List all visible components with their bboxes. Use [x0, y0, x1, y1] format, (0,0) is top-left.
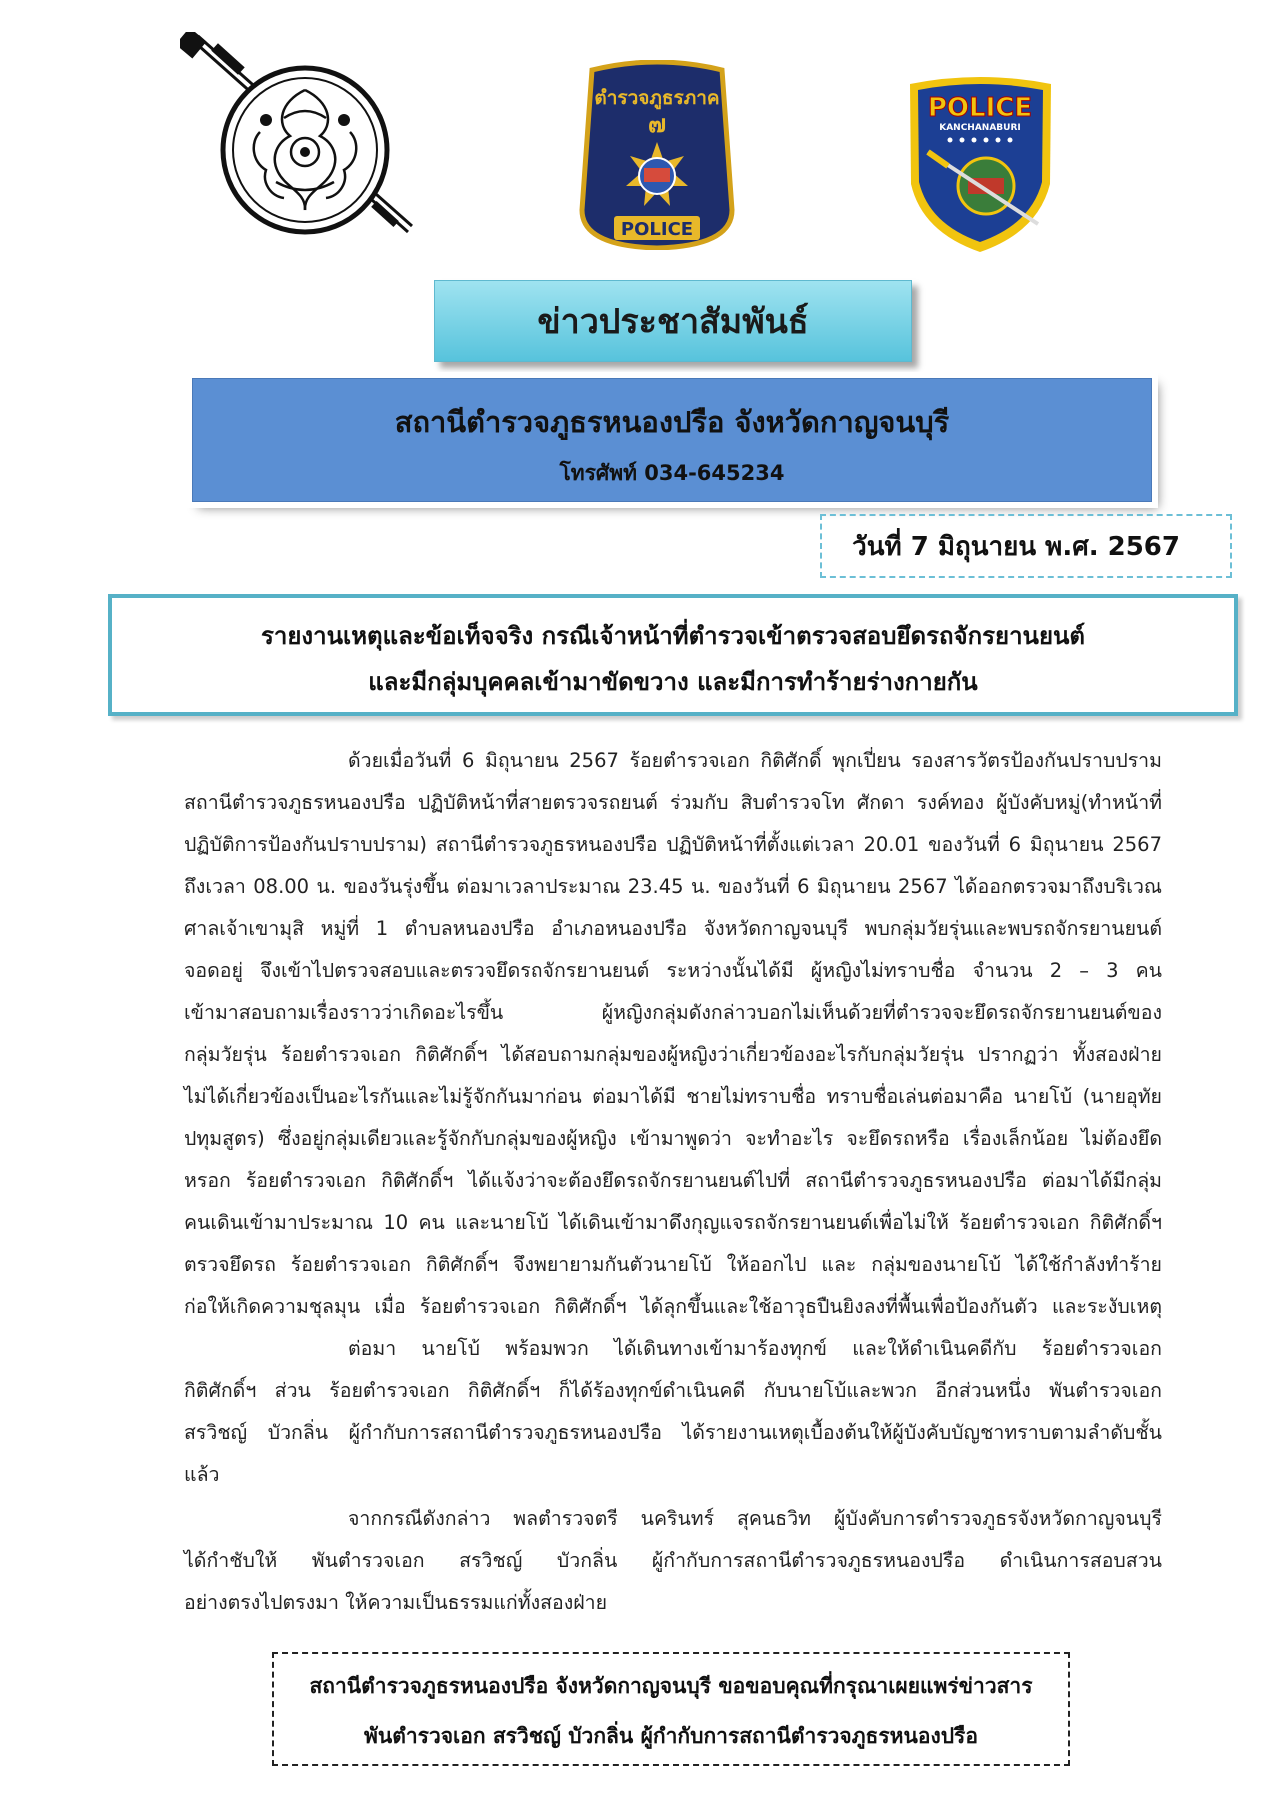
headline-line-1: รายงานเหตุและข้อเท็จจริง กรณีเจ้าหน้าที่ตำรวจเข้าตรวจสอบยึดรถจักรยานยนต์: [260, 622, 1086, 650]
station-header-box: [192, 378, 1152, 502]
region-badge-number: ๗: [647, 110, 667, 138]
ministry-emblem-logo: [180, 32, 420, 247]
body-line: แล้ว: [184, 1463, 220, 1486]
press-release-title-box: [434, 280, 912, 362]
body-line: ศาลเจ้าเขามุสิ หมู่ที่ 1 ตำบลหนองปรือ อำเภอหนองปรือ จังหวัดกาญจนบุรี พบกลุ่มวัยรุ่นและพบรถจักรยานยนต์: [184, 917, 1162, 940]
body-line: จากกรณีดังกล่าว พลตำรวจตรี นครินทร์ สุคนธวิท ผู้บังคับการตำรวจภูธรจังหวัดกาญจนบุรี: [348, 1507, 1162, 1530]
body-line: สรวิชญ์ บัวกลิ่น ผู้กำกับการสถานีตำรวจภูธรหนองปรือ ได้รายงานเหตุเบื้องต้นให้ผู้บังคับบัญชาทราบตามลำดับชั้น: [184, 1421, 1162, 1444]
body-line: ปทุมสูตร) ซึ่งอยู่กลุ่มเดียวและรู้จักกับกลุ่มของผู้หญิง เข้ามาพูดว่า จะทำอะไร จะยึดรถหรือ เรื่องเล็กน้อย ไม่ต้องยึด: [184, 1127, 1162, 1150]
body-line: ด้วยเมื่อวันที่ 6 มิถุนายน 2567 ร้อยตำรวจเอก กิติศักดิ์ พุกเปี่ยน รองสารวัตรป้องกันปราบปราม: [348, 749, 1162, 772]
closing-line-2: พันตำรวจเอก สรวิชญ์ บัวกลิ่น ผู้กำกับการสถานีตำรวจภูธรหนองปรือ: [364, 1724, 978, 1748]
body-line: ก่อให้เกิดความชุลมุน เมื่อ ร้อยตำรวจเอก กิติศักดิ์ฯ ได้ลุกขึ้นและใช้อาวุธปืนยิงลงที่พื้นเพื่อป้องกันตัว และระงับเหตุ: [184, 1295, 1162, 1318]
region-badge-top-text: ตำรวจภูธรภาค: [594, 87, 720, 109]
body-line: อย่างตรงไปตรงมา ให้ความเป็นธรรมแก่ทั้งสองฝ่าย: [184, 1591, 608, 1614]
body-line: ต่อมา นายโบ้ พร้อมพวก ได้เดินทางเข้ามาร้องทุกข์ และให้ดำเนินคดีกับ ร้อยตำรวจเอก: [348, 1337, 1162, 1360]
station-name: สถานีตำรวจภูธรหนองปรือ จังหวัดกาญจนบุรี: [394, 405, 950, 439]
kanchanaburi-police-badge: [898, 74, 1063, 254]
body-line: ไม่ได้เกี่ยวข้องเป็นอะไรกันและไม่รู้จักกันมาก่อน ต่อมาได้มี ชายไม่ทราบชื่อ ทราบชื่อเล่นต่อมาคือ นายโบ้ (นายอุทัย: [184, 1085, 1162, 1108]
body-line: หรอก ร้อยตำรวจเอก กิติศักดิ์ฯ ได้แจ้งว่าจะต้องยึดรถจักรยานยนต์ไปที่ สถานีตำรวจภูธรหนองปรือ ต่อมาได้มีกลุ่ม: [184, 1169, 1162, 1192]
body-line: ถึงเวลา 08.00 น. ของวันรุ่งขึ้น ต่อมาเวลาประมาณ 23.45 น. ของวันที่ 6 มิถุนายน 2567 ได้ออกตรวจมาถึงบริเวณ: [184, 875, 1162, 898]
police-region-7-badge: [572, 60, 742, 250]
region-badge-bottom-text: POLICE: [620, 219, 694, 240]
date-box: [820, 514, 1232, 578]
body-line: กลุ่มวัยรุ่น ร้อยตำรวจเอก กิติศักดิ์ฯ ได้สอบถามกลุ่มของผู้หญิงว่าเกี่ยวข้องอะไรกับกลุ่มวัยรุ่น ปรากฏว่า ทั้งสองฝ่าย: [184, 1043, 1162, 1066]
body-line: คนเดินเข้ามาประมาณ 10 คน และนายโบ้ ได้เดินเข้ามาดึงกุญแจรถจักรยานยนต์เพื่อไม่ให้ ร้อยตำรวจเอก กิติศักดิ์ฯ: [184, 1211, 1162, 1234]
closing-box: [272, 1652, 1070, 1766]
body-line: เข้ามาสอบถามเรื่องราวว่าเกิดอะไรขึ้น ผู้หญิงกลุ่มดังกล่าวบอกไม่เห็นด้วยที่ตำรวจจะยึดรถจักรยานยนต์ของ: [184, 1001, 1162, 1024]
press-release-title: ข่าวประชาสัมพันธ์: [537, 302, 809, 342]
kanchanaburi-badge-top-text: POLICE: [927, 93, 1033, 123]
body-line: กิติศักดิ์ฯ ส่วน ร้อยตำรวจเอก กิติศักดิ์ฯ ก็ได้ร้องทุกข์ดำเนินคดี กับนายโบ้และพวก อีกส่วนหนึ่ง พันตำรวจเอก: [184, 1379, 1162, 1402]
headline-line-2: และมีกลุ่มบุคคลเข้ามาขัดขวาง และมีการทำร้ายร่างกายกัน: [368, 668, 978, 696]
body-line: ปฏิบัติการป้องกันปราบปราม) สถานีตำรวจภูธรหนองปรือ ปฏิบัติหน้าที่ตั้งแต่เวลา 20.01 ของวันที่ 6 มิถุนายน 2567: [184, 833, 1162, 856]
closing-line-1: สถานีตำรวจภูธรหนองปรือ จังหวัดกาญจนบุรี ขอขอบคุณที่กรุณาเผยแพร่ข่าวสาร: [309, 1674, 1033, 1698]
station-phone: โทรศัพท์ 034-645234: [559, 461, 785, 485]
release-date: วันที่ 7 มิถุนายน พ.ศ. 2567: [852, 531, 1180, 562]
body-line: สถานีตำรวจภูธรหนองปรือ ปฏิบัติหน้าที่สายตรวจรถยนต์ ร่วมกับ สิบตำรวจโท ศักดา รงค์ทอง ผู้บังคับหมู่(ทำหน้าที่: [184, 791, 1162, 814]
kanchanaburi-badge-sub-text: KANCHANABURI: [939, 123, 1021, 133]
body-line: จอดอยู่ จึงเข้าไปตรวจสอบและตรวจยึดรถจักรยานยนต์ ระหว่างนั้นได้มี ผู้หญิงไม่ทราบชื่อ จำนวน 2 – 3 คน: [184, 959, 1162, 982]
body-line: ได้กำชับให้ พันตำรวจเอก สรวิชญ์ บัวกลิ่น ผู้กำกับการสถานีตำรวจภูธรหนองปรือ ดำเนินการสอบสวน: [184, 1549, 1162, 1572]
headline-box: [108, 594, 1238, 716]
body-line: ตรวจยึดรถ ร้อยตำรวจเอก กิติศักดิ์ฯ จึงพยายามกันตัวนายโบ้ ให้ออกไป และ กลุ่มของนายโบ้ ได้ใช้กำลังทำร้าย: [184, 1253, 1162, 1276]
